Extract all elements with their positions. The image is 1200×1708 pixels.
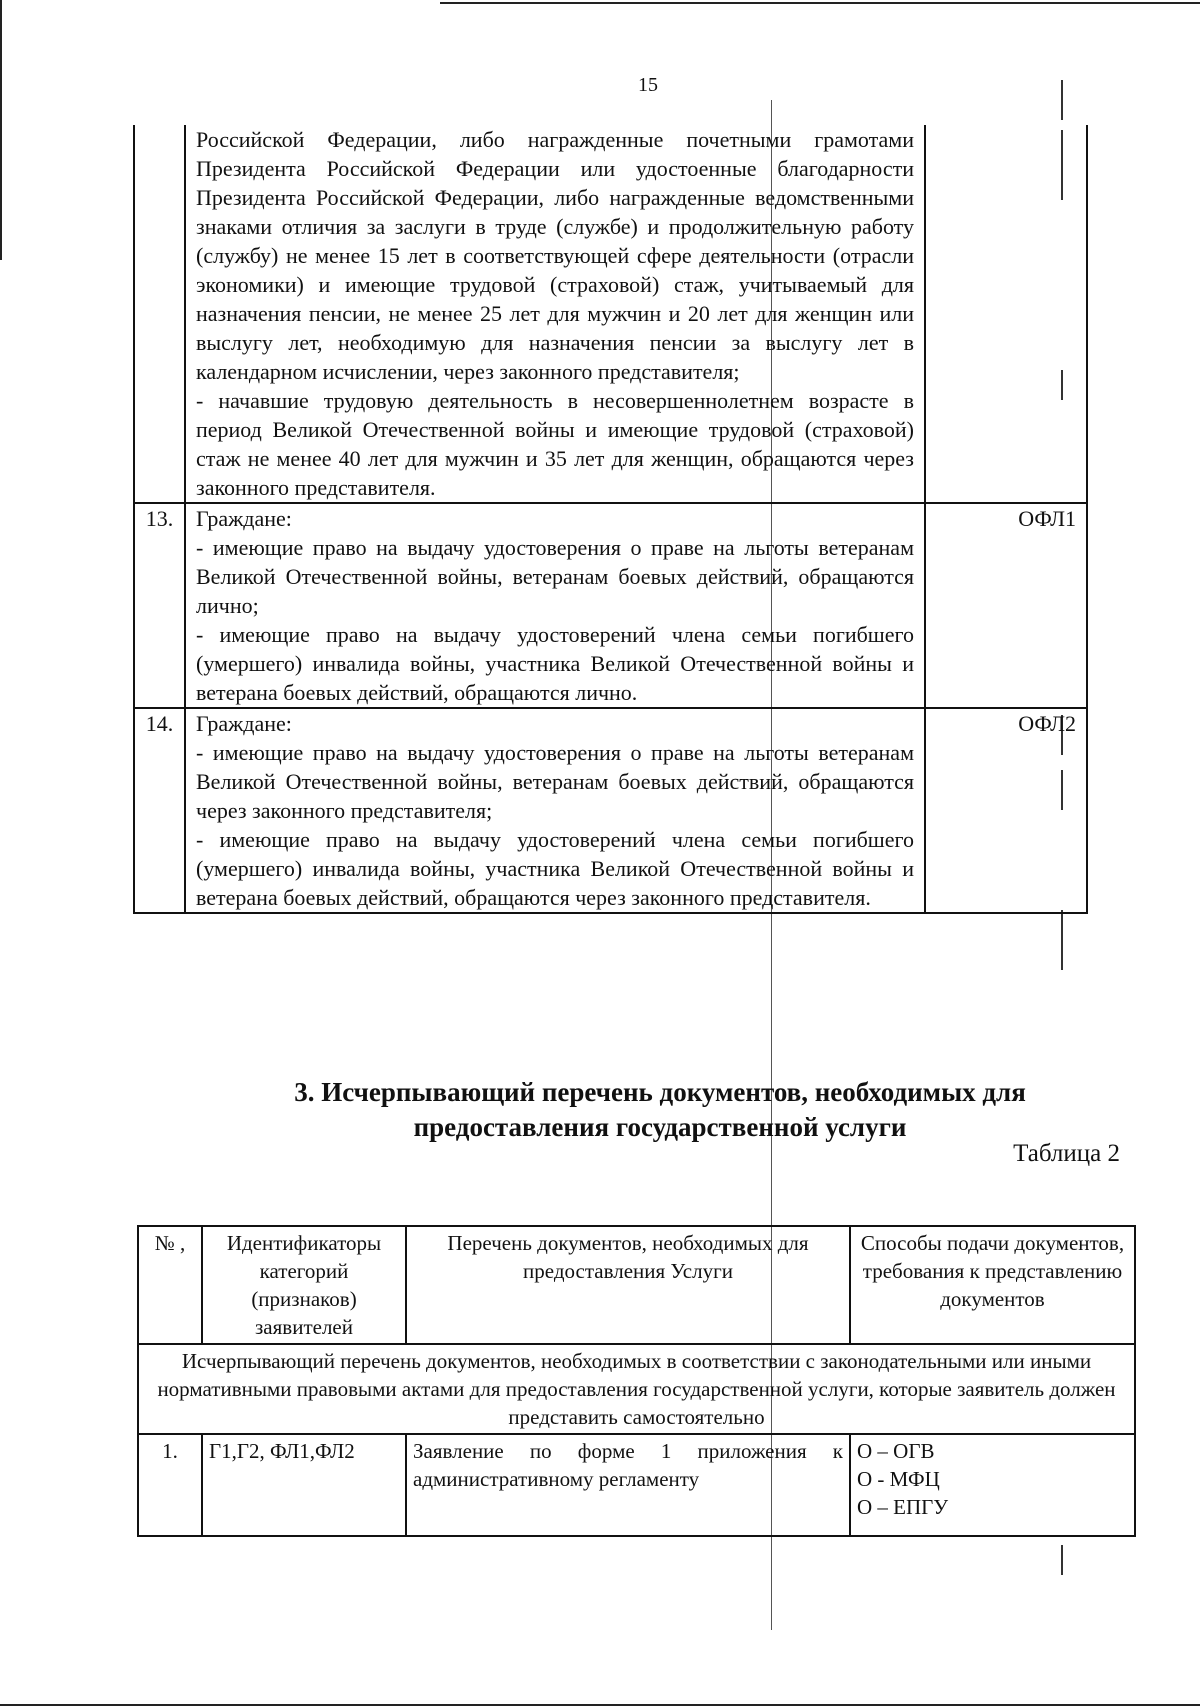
paragraph: - имеющие право на выдачу удостоверений члена семьи погибшего (умершего) инвалида войны, участника Великой Отечественной войны и ветерана боевых действий, обращаются через законного представителя.: [196, 827, 914, 910]
row-document: Заявление по форме 1 приложения к административному регламенту: [406, 1434, 850, 1536]
scan-left-edge: [0, 0, 2, 260]
scan-margin-mark: [1061, 80, 1063, 120]
table-row: [134, 125, 1087, 503]
scan-margin-mark: [1061, 910, 1063, 970]
submission-method: О – ЕПГУ: [857, 1495, 949, 1519]
row-number: 14.: [134, 708, 185, 913]
row-heading: Граждане:: [196, 711, 292, 736]
paragraph: - имеющие право на выдачу удостоверений члена семьи погибшего (умершего) инвалида войны, участника Великой Отечественной войны и ветерана боевых действий, обращаются лично.: [196, 622, 914, 705]
row-text-cell: [185, 125, 925, 503]
paragraph: - начавшие трудовую деятельность в несовершеннолетнем возрасте в период Великой Отечественной войны и имеющие трудовой (страховой) стаж не менее 40 лет для мужчин и 35 лет для женщин, обращаются через законного представителя.: [196, 388, 914, 500]
table-label: Таблица 2: [1013, 1140, 1120, 1167]
header-submission-methods: Способы подачи документов, требования к представлению документов: [850, 1226, 1135, 1344]
section-title: [200, 1075, 1120, 1145]
section-span-row: Исчерпывающий перечень документов, необходимых в соответствии с законодательными или иными нормативными правовыми актами для предоставления государственной услуги, которые заявитель должен представить самостоятельно: [138, 1344, 1135, 1434]
page-number: 15: [638, 74, 658, 96]
submission-method: О – ОГВ: [857, 1439, 935, 1463]
row-code-cell: [925, 125, 1087, 503]
row-identifiers: Г1,Г2, ФЛ1,ФЛ2: [202, 1434, 406, 1536]
table-header-row: [138, 1226, 1135, 1344]
section-title-line: предоставления государственной услуги: [413, 1112, 907, 1142]
row-submission-methods: [850, 1434, 1135, 1536]
row-heading: Граждане:: [196, 506, 292, 531]
table-row: [138, 1344, 1135, 1434]
row-number: 1.: [138, 1434, 202, 1536]
header-documents: Перечень документов, необходимых для предоставления Услуги: [406, 1226, 850, 1344]
row-code: ОФЛ1: [925, 503, 1087, 708]
table-row: [138, 1434, 1135, 1536]
row-code: ОФЛ2: [925, 708, 1087, 913]
paragraph: - имеющие право на выдачу удостоверения о праве на льготы ветеранам Великой Отечественной войны, ветеранам боевых действий, обращаются через законного представителя;: [196, 740, 914, 823]
table-row: [134, 708, 1087, 913]
submission-method: О - МФЦ: [857, 1467, 940, 1491]
paragraph: - имеющие право на выдачу удостоверения о праве на льготы ветеранам Великой Отечественной войны, ветеранам боевых действий, обращаются лично;: [196, 535, 914, 618]
header-identifiers: Идентификаторы категорий (признаков) заявителей: [202, 1226, 406, 1344]
scan-margin-mark: [1061, 1545, 1063, 1575]
row-number: 13.: [134, 503, 185, 708]
row-text-cell: [185, 708, 925, 913]
header-number: № ,: [138, 1226, 202, 1344]
scan-top-border: [440, 2, 1200, 4]
documents-table: [137, 1225, 1136, 1537]
scan-bottom-border: [0, 1704, 1200, 1706]
paragraph: Российской Федерации, либо награжденные почетными грамотами Президента Российской Федерации или удостоенные благодарности Президента Российской Федерации, либо награжденные ведомственными знаками отличия за заслуги в труде (службе) и продолжительную работу (службу) не менее 15 лет в соответствующей сфере деятельности (отрасли экономики) и имеющие трудовой (страховой) стаж, учитываемый для назначения пенсии, не менее 25 лет для мужчин и 20 лет для женщин или выслугу лет, необходимую для назначения пенсии за выслугу лет в календарном исчислении, через законного представителя;: [196, 127, 914, 384]
categories-table: [133, 125, 1088, 914]
table-row: [134, 503, 1087, 708]
section-title-line: 3. Исчерпывающий перечень документов, необходимых для: [294, 1077, 1026, 1107]
row-text-cell: [185, 503, 925, 708]
row-number-cell: [134, 125, 185, 503]
